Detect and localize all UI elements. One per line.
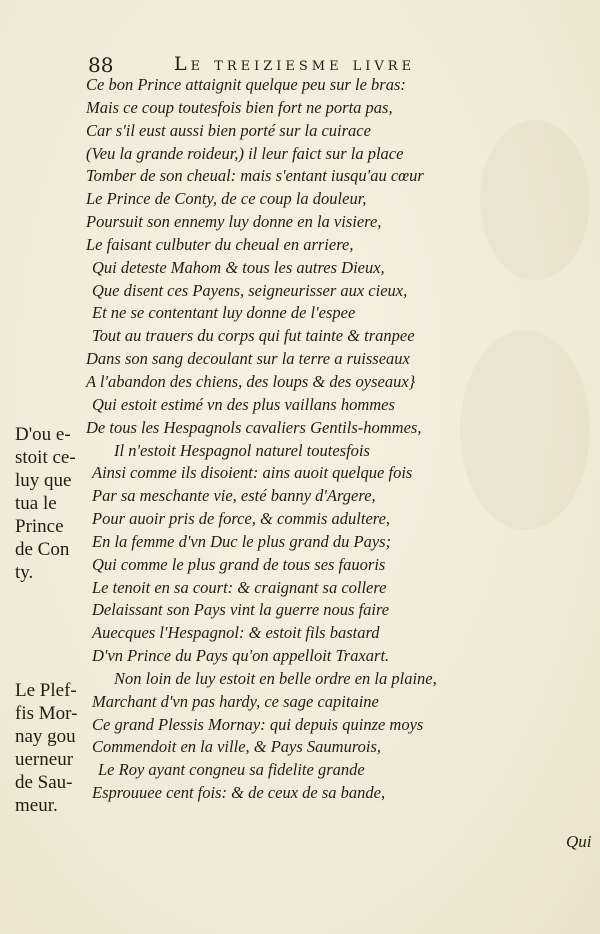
margin-note-line: uerneur [15,749,74,770]
margin-note-line: de Sau- [15,772,73,793]
verse-line: Il n'estoit Hespagnol naturel toutesfois [114,440,370,460]
catchword: Qui [566,832,592,851]
verse-line: Qui deteste Mahom & tous les autres Dieux, [92,257,385,277]
verse-line: A l'abandon des chiens, des loups & des oyseaux} [86,371,416,391]
verse-line: Que disent ces Payens, seigneurisser aux cieux, [92,280,408,300]
verse-line: Le Roy ayant congneu sa fidelite grande [98,760,365,780]
margin-note-line: luy que [15,470,72,491]
verse-line: Dans son sang decoulant sur la terre a ruisseaux [86,349,410,369]
verse-line: Ainsi comme ils disoient: ains auoit quelque fois [92,463,413,483]
verse-line: Non loin de luy estoit en belle ordre en la plaine, [114,668,437,688]
margin-note-line: D'ou e- [15,424,71,445]
verse-line: En la femme d'vn Duc le plus grand du Pays; [92,531,392,551]
verse-line: Auecques l'Hespagnol: & estoit fils bastard [92,623,380,643]
margin-note-line: tua le [15,493,57,514]
verse-line: D'vn Prince du Pays qu'on appelloit Traxart. [92,646,390,666]
margin-note-line: Le Plef- [15,680,77,701]
margin-note-line: nay gou [15,726,76,747]
margin-note-line: stoit ce- [15,447,76,468]
margin-note-line: Prince [15,516,64,537]
margin-note-line: de Con [15,539,70,560]
running-title: Le treiziesme livre [174,53,416,75]
verse-line: Commendoit en la ville, & Pays Saumurois, [92,737,382,757]
verse-line: Mais ce coup toutesfois bien fort ne porta pas, [86,97,393,117]
verse-line: Tout au trauers du corps qui fut tainte & tranpee [92,326,415,346]
margin-note [15,679,91,817]
margin-note-line: meur. [15,795,58,816]
poem-text [86,74,506,805]
verse-line: Ce grand Plessis Mornay: qui depuis quinze moys [92,714,424,734]
margin-note-line: ty. [15,562,34,583]
margin-note-line: fis Mor- [15,703,78,724]
page-number: 88 [88,53,114,77]
verse-line: Delaissant son Pays vint la guerre nous faire [92,600,390,620]
verse-line: Pour auoir pris de force, & commis adultere, [92,509,391,529]
verse-line: (Veu la grande roideur,) il leur faict sur la place [86,143,404,163]
verse-line: Tomber de son cheual: mais s'entant iusqu'au cœur [86,166,424,186]
verse-line: Esprouuee cent fois: & de ceux de sa bande, [92,783,386,803]
verse-line: Par sa meschante vie, esté banny d'Argere, [92,486,376,506]
verse-line: Et ne se contentant luy donne de l'espee [92,303,356,323]
page-header [88,50,568,76]
verse-line: Car s'il eust aussi bien porté sur la cuirace [86,120,371,140]
verse-line: De tous les Hespagnols cavaliers Gentils-hommes, [86,417,422,437]
verse-line: Qui comme le plus grand de tous ses fauoris [92,554,386,574]
margin-note [15,423,91,584]
verse-line: Marchant d'vn pas hardy, ce sage capitaine [92,691,379,711]
verse-line: Poursuit son ennemy luy donne en la visiere, [86,212,382,232]
verse-line: Le Prince de Conty, de ce coup la douleur, [86,189,367,209]
verse-line: Le tenoit en sa court: & craignant sa collere [92,577,387,597]
verse-line: Le faisant culbuter du cheual en arriere, [86,234,354,254]
verse-line: Ce bon Prince attaignit quelque peu sur le bras: [86,75,406,94]
verse-line: Qui estoit estimé vn des plus vaillans hommes [92,394,395,414]
